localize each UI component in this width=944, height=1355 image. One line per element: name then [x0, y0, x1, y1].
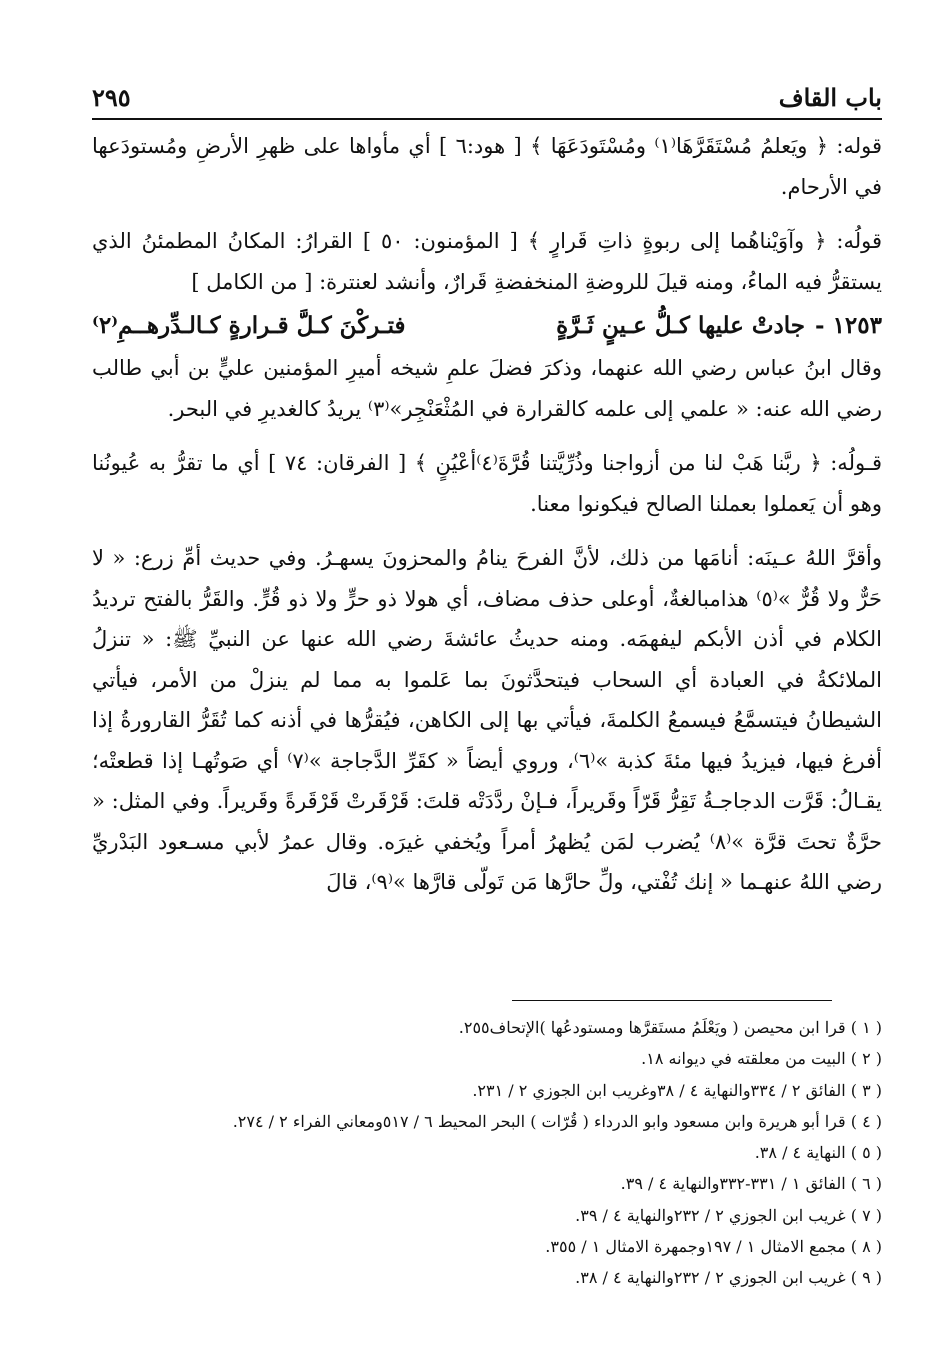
footnote: ( ٧ ) غريب ابن الجوزي ٢ / ٢٣٢والنهاية ٤ / ٣٩.	[575, 1205, 882, 1225]
verse-second-hemistich: فتـركْنَ كـلَّ قـرارةٍ كـالـدِّرهــمِ⁽٢⁾	[91, 311, 406, 339]
paragraph: قولُه: ﴿ وآوَيْناهُما إلى ربوةٍ ذاتِ قَرارٍ ﴾ [ المؤمنون: ٥٠ ] القرارُ: المكانُ المطمئنُ الذي يستقرُّ فيه الماءُ، ومنه قيلَ للروضةِ المنخفضةِ قَرارٌ، وأنشد لعنترة: [ من الكامل ]	[92, 229, 882, 294]
verse-first-hemistich: جادتْ عليها كـلُّ عـينٍ ثَـرَّةٍ	[556, 311, 806, 339]
paragraph: قـولُه: ﴿ ربَّنا هَبْ لنا من أزواجنا وذُرِّيَّتنا قُرَّةَ⁽٤⁾أعْيُنٍ ﴾ [ الفرقان: ٧٤ ] أي ما تقرُّ به عُيونُنا وهو أن يَعملوا بعملنا الصالح فيكونوا معنا.	[92, 451, 883, 516]
paragraph: قوله: ﴿ ويَعلمُ مُسْتَقَرَّهَا⁽١⁾ ومُسْتَودَعَهَا ﴾ [ هود:٦ ] أي مأواها على ظهرِ الأرضِ ومُستودَعها في الأرحام.	[92, 134, 882, 199]
footnote: ( ٨ ) مجمع الامثال ١ / ١٩٧وجمهرة الامثال ١ / ٣٥٥.	[545, 1237, 882, 1257]
page-number: ٢٩٥	[92, 83, 131, 112]
footnotes	[160, 1012, 882, 1294]
main-text	[92, 126, 882, 903]
footnote: ( ٥ ) النهاية ٤ / ٣٨.	[754, 1143, 882, 1163]
paragraph: وقال ابنُ عباس رضي الله عنهما، وذكرَ فضلَ علمِ شيخه أميرِ المؤمنين عليٍّ بن أبي طالب رضي الله عنه: « علمي إلى علمه كالقرارة في المُثْعَنْجِر»⁽٣⁾ يريدُ كالغديرِ في البحر.	[92, 356, 882, 421]
footnote-divider	[512, 1000, 832, 1001]
footnote: ( ٢ ) البيت من معلقته في ديوانه ١٨.	[641, 1049, 882, 1069]
paragraph: وأقرَّ اللهُ عـينَه: أنامَها من ذلك، لأنَّ الفرحَ ينامُ والمحزونَ يسهـرُ. وفي حديث أمِّ زرع: « لا حَرٌّ ولا قُرٌّ »⁽٥⁾ هذامبالغةٌ، أوعلى حذف مضاف، أي هولا ذو حرٍّ ولا ذو قُرٍّ. والقَرُّ بالفتح ترديدُ الكلام في أذن الأبكم ليفهمَه. ومنه حديثُ عائشةَ رضي الله عنها عن النبيِّ ﷺ: « تنزلُ الملائكةُ في العبادة أي السحاب فيتحدَّثونَ بما عَلموا به مما لم ينزلْ من الأمر، فيأتي الشيطانُ فيتسمَّعُ فيسمعُ الكلمةَ، فيأتي بها إلى الكاهن، فيُقرُّها في أذنه كما تُقَرُّ القارورةُ إذا أفرغ فيها، فيزيدُ فيها مئةَ كذبة »⁽٦⁾، وروي أيضاً « كقَرِّ الدَّجاجة »⁽٧⁾ أي صَوتُهـا إذا قطعتْه؛ يقـالُ: قَرَّت الدجاجـةُ تَقِرُّ قَرّاً وقَريراً، فـإنْ ردَّدَتْه قلتَ: قَرْقَرتْ قَرْقَرةً وقَريراً. وفي المثل: « حرَّةٌ تحتَ قرَّة »⁽٨⁾ يُضرب لمَن يُظهرُ أمراً ويُخفي غيرَه. وقال عمرُ لأبي مسـعود البَدْريِّ رضي اللهُ عنهـما « إنك تُفْتي، ولِّ حارَّها مَن تَولّى قارَّها »⁽٩⁾، قالَ	[92, 546, 882, 894]
poetry-verse	[92, 304, 882, 348]
verse-number: ١٢٥٣ -	[815, 311, 882, 339]
footnote: ( ١ ) قرا ابن محيصن ( ويَعْلَمُ مستَقرَّها ومستودعُها )الإتحاف٢٥٥.	[458, 1018, 882, 1037]
footnote: ( ٤ ) قرا أبو هريرة وابن مسعود وابو الدرداء ( قُرّات ) البحر المحيط ٦ / ٥١٧ومعاني الفراء ٢ / ٢٧٤.	[232, 1111, 882, 1131]
footnote: ( ٦ ) الفائق ١ / ٣٣١-٣٣٢والنهاية ٤ / ٣٩.	[620, 1174, 882, 1194]
chapter-title: باب القاف	[778, 83, 882, 112]
footnote: ( ٣ ) الفائق ٢ / ٣٣٤والنهاية ٤ / ٣٨وغريب ابن الجوزي ٢ / ٢٣١.	[472, 1080, 882, 1100]
footnote: ( ٩ ) غريب ابن الجوزي ٢ / ٢٣٢والنهاية ٤ / ٣٨.	[575, 1268, 882, 1288]
running-header	[92, 74, 882, 120]
